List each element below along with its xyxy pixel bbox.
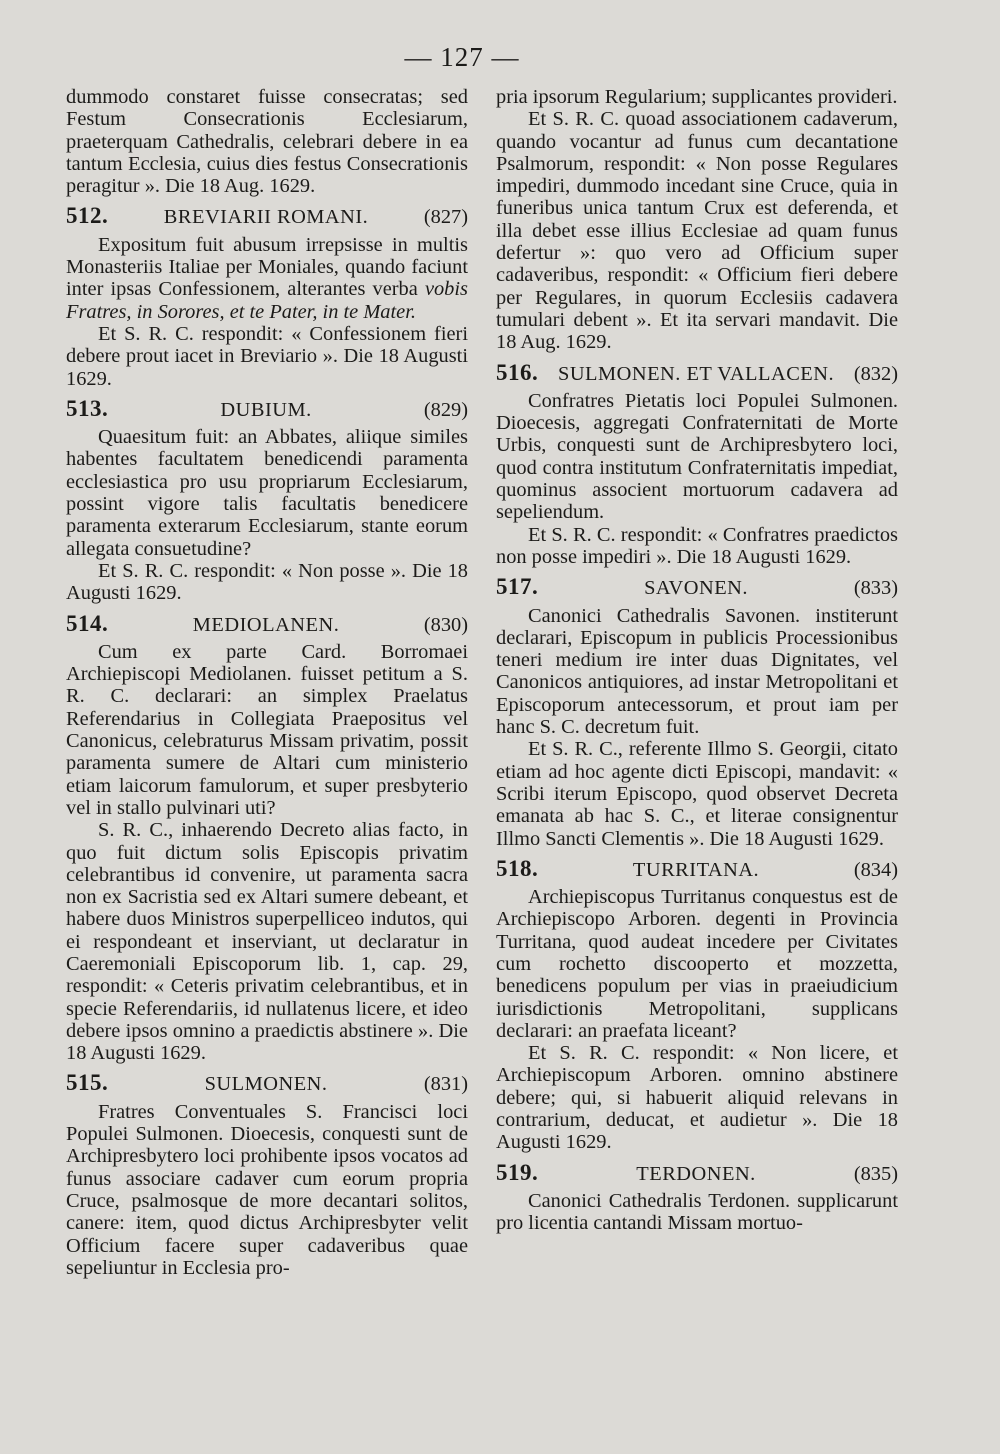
page-number: — 127 —	[404, 42, 520, 72]
entry-number: 514.	[66, 610, 109, 636]
entry-reference: (832)	[853, 362, 898, 385]
entry-number: 518.	[496, 855, 539, 881]
entry-512	[66, 205, 468, 389]
entry-title: TURRITANA.	[632, 858, 760, 881]
entry-515	[66, 1072, 468, 1279]
entry-title: SULMONEN. ET VALLACEN.	[557, 362, 835, 385]
entry-reference: (829)	[423, 398, 468, 421]
entry-paragraph: Canonici Cathedralis Savonen. institerunt declarari, Episcopum in publicis Processionibus teneri medium ire inter duas Dignitates, vel Canonicos antiquiores, ad instar Metropolitani et Episcoporum antecessorum, et prout iam per hanc S. C. decretum fuit.	[496, 604, 898, 739]
entry-514	[66, 610, 468, 1065]
entry-title: MEDIOLANEN.	[192, 613, 340, 636]
entry-reference: (834)	[853, 858, 898, 881]
entry-518	[496, 855, 898, 1154]
entry-paragraph: Et S. R. C. respondit: « Non posse ». Die 18 Augusti 1629.	[66, 559, 468, 605]
entry-paragraph: Confratres Pietatis loci Populei Sulmonen. Dioecesis, aggregati Confraternitati de Morte Urbis, conquesti sunt de Archipresbytero loci, quod contra institutum Confraternitatis impediat, quominus associent mortuorum cadavera ad sepeliendum.	[496, 389, 898, 524]
entry-title: SULMONEN.	[204, 1073, 328, 1096]
entry-paragraph: S. R. C., inhaerendo Decreto alias facto, in quo fuit dictum solis Episcopis privatim celebrantibus id convenire, ut paramenta sacra non ex Sacristia sed ex Altari sumere debeant, et habere duos Ministros superpelliceo indutos, qui ei respondeant et inserviant, ut declaratur in Caeremoniali Episcoporum lib. 1, cap. 29, respondit: « Ceteris privatim celebrantibus, et in specie Referendariis, id nullatenus licere, et ideo debere ipsos omnino a praedictis abstinere ». Die 18 Augusti 1629.	[66, 819, 468, 1065]
entry-paragraph: Et S. R. C., referente Illmo S. Georgii, citato etiam ad hoc agente dicti Episcopi, mandavit: « Scribi iterum Episcopo, quod observet Decreta emanata ab hac S. C., et literae consignentur Illmo Sancti Clementis ». Die 18 Augusti 1629.	[496, 738, 898, 850]
entry-heading	[496, 576, 898, 599]
entry-reference: (831)	[423, 1073, 468, 1096]
left-column	[66, 86, 468, 1279]
entry-517	[496, 576, 898, 850]
entry-reference: (830)	[423, 613, 468, 636]
entry-number: 517.	[496, 574, 539, 600]
entry-number: 512.	[66, 203, 109, 229]
entry-519	[496, 1159, 898, 1235]
paragraph: Et S. R. C. quoad associationem cadaverum, quando vocantur ad funus cum decantatione Psalmorum, respondit: « Non posse Regulares impediri, dummodo incedant sine Cruce, quia in funeribus unica tantum Crux est deferenda, et illa debet esse illius Ecclesiae ad quam funus defertur »: quo vero ad Officium super cadaveribus, respondit: « Officium fieri debere per Regulares, in quorum Ecclesiis cadavera tumulari debent ». Et ita servari mandavit. Die 18 Aug. 1629.	[496, 108, 898, 354]
entry-heading	[496, 1159, 898, 1185]
entry-paragraph: Archiepiscopus Turritanus conquestus est de Archiepiscopo Arboren. degenti in Provincia Turritana, quod audeat incedere per Civitates cum rochetto discooperto et mozzetta, benedicens populum per vias in praeiudicium iurisdictionis Metropolitani, supplicans declarari: an praefata liceant?	[496, 886, 898, 1042]
entry-heading	[496, 855, 898, 881]
entry-heading	[496, 359, 898, 385]
italic-phrase: vobis Fratres, in Sorores, et te Pater, in te Mater.	[66, 278, 468, 323]
right-column	[496, 86, 898, 1235]
entry-paragraph: Canonici Cathedralis Terdonen. supplicarunt pro licentia cantandi Missam mortuo-	[496, 1189, 898, 1235]
continued-paragraph: dummodo constaret fuisse consecratas; sed Festum Consecrationis Ecclesiarum, praeterquam Cathedralis, celebrari debere in ea tantum Ecclesia, cuius dies festus Consecrationis peragitur ». Die 18 Aug. 1629.	[66, 86, 468, 198]
entry-reference: (833)	[853, 577, 898, 600]
entry-heading	[66, 205, 468, 228]
entry-number: 519.	[496, 1159, 539, 1185]
entry-heading	[66, 395, 468, 421]
entry-reference: (827)	[423, 206, 468, 229]
entry-reference: (835)	[853, 1162, 898, 1185]
entry-title: BREVIARII ROMANI.	[163, 206, 369, 229]
entry-paragraph: Quaesitum fuit: an Abbates, aliique similes habentes facultatem benedicendi paramenta ecclesiastica pro usu propriarum Ecclesiarum, possint vigore talis facultatis benedicere paramenta exterarum Ecclesiarum, stante eorum allegata consuetudine?	[66, 426, 468, 560]
continued-paragraph: pria ipsorum Regularium; supplicantes provideri.	[496, 86, 898, 108]
entry-number: 513.	[66, 395, 109, 421]
entry-title: TERDONEN.	[636, 1162, 756, 1185]
entry-number: 516.	[496, 359, 539, 385]
entry-516	[496, 359, 898, 569]
entry-number: 515.	[66, 1070, 109, 1096]
entry-paragraph: Fratres Conventuales S. Francisci loci Populei Sulmonen. Dioecesis, conquesti sunt de Archipresbytero loci prohibente ipsos vocatos ad funus associare cadaver cum eorum propria Cruce, psalmosque de more decantari solitos, canere: item, quod dictus Archipresbyter velit Officium facere super cadaveribus quae sepeliuntur in Ecclesia pro-	[66, 1100, 468, 1279]
entry-513	[66, 395, 468, 605]
entry-paragraph: Expositum fuit abusum irrepsisse in multis Monasteriis Italiae per Moniales, quando faciunt inter ipsas Confessionem, alterantes verba vobis Fratres, in Sorores, et te Pater, in te Mater.	[66, 233, 468, 323]
entry-heading	[66, 1072, 468, 1095]
entry-title: SAVONEN.	[644, 577, 748, 600]
entry-paragraph: Et S. R. C. respondit: « Confessionem fieri debere prout iacet in Breviario ». Die 18 Augusti 1629.	[66, 322, 468, 390]
entry-paragraph: Et S. R. C. respondit: « Confratres praedictos non posse impediri ». Die 18 Augusti 1629.	[496, 523, 898, 568]
entry-heading	[66, 610, 468, 636]
entry-paragraph: Cum ex parte Card. Borromaei Archiepiscopi Mediolanen. fuisset petitum a S. R. C. declarari: an simplex Praelatus Referendarius in Collegiata Praepositus vel Canonicus, celebraturus Missam privatim, possit paramenta sumere de Altari cum ministerio etiam laicorum famulorum, et super presbyterio vel in stallo pulvinari uti?	[66, 640, 468, 819]
entry-paragraph: Et S. R. C. respondit: « Non licere, et Archiepiscopum Arboren. omnino abstinere debere; qui, si habuerit aliquid relevans in contrarium, deducat, et audietur ». Die 18 Augusti 1629.	[496, 1042, 898, 1154]
entry-title: DUBIUM.	[220, 398, 312, 421]
